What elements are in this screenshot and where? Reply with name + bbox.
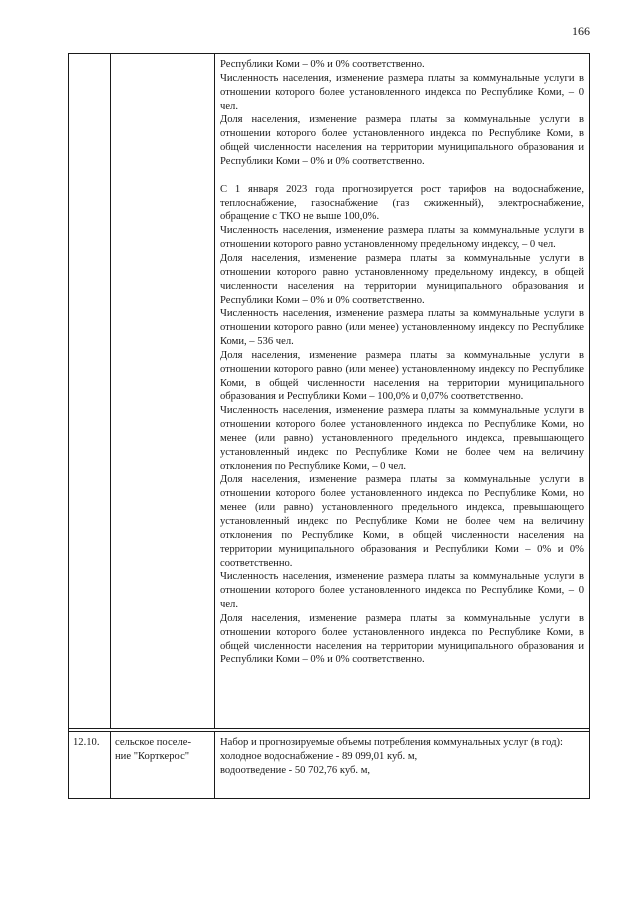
paragraph: Республики Коми – 0% и 0% соответственно. xyxy=(220,59,425,70)
paragraph: холодное водоснабжение - 89 099,01 куб. м, xyxy=(220,750,418,762)
paragraph: Численность населения, изменение размера платы за коммунальные услуги в отношении которого более установленного индекса по Республике Коми, но менее (или равно) установленного предельного индекса, превышающего установленный индекс по Республике Коми не более чем на величину отклонения по Республике Коми, – 0 чел. xyxy=(220,405,584,472)
document-table xyxy=(68,53,590,799)
paragraph: Численность населения, изменение размера платы за коммунальные услуги в отношении которого более установленного индекса по Республике Коми, – 0 чел. xyxy=(220,72,584,112)
row-number-cell: 12.10. xyxy=(69,732,111,799)
paragraph: Численность населения, изменение размера платы за коммунальные услуги в отношении которого более установленного индекса по Республике Коми, – 0 чел. xyxy=(220,571,584,611)
paragraph: Численность населения, изменение размера платы за коммунальные услуги в отношении которого равно установленному предельному индексу, – 0 чел. xyxy=(220,225,584,251)
page-number: 166 xyxy=(572,24,590,38)
paragraph: С 1 января 2023 года прогнозируется рост тарифов на водоснабжение, теплоснабжение, газоснабжение (газ сжиженный), электроснабжение, обращение с ТКО не выше 100,0%. xyxy=(220,183,584,223)
paragraph-gap xyxy=(220,169,584,183)
paragraph: Доля населения, изменение размера платы за коммунальные услуги в отношении которого равно (или менее) установленному индексу по Республике Коми, в общей численности населения на территории муниципального образования и Республики Коми – 100,0% и 0,07% соответственно. xyxy=(220,349,584,403)
paragraph: Набор и прогнозируемые объемы потребления коммунальных услуг (в год): xyxy=(220,737,563,748)
row-text-cell xyxy=(215,54,590,729)
paragraph: Доля населения, изменение размера платы за коммунальные услуги в отношении которого равно установленному предельному индексу, в общей численности населения на территории муниципального образования и Республики Коми – 0% и 0% соответственно. xyxy=(220,252,584,306)
settlement-name-line: ние "Корткерос" xyxy=(115,750,190,762)
paragraph: Доля населения, изменение размера платы за коммунальные услуги в отношении которого более установленного индекса по Республике Коми, в общей численности населения на территории муниципального образования и Республики Коми – 0% и 0% соответственно. xyxy=(220,612,584,666)
row-name-cell xyxy=(111,54,215,729)
table-row xyxy=(69,732,590,799)
row-text-cell xyxy=(215,732,590,799)
paragraph: Доля населения, изменение размера платы за коммунальные услуги в отношении которого более установленного индекса по Республике Коми, но менее (или равно) установленного предельного индекса, превышающего установленный индекс по Республике Коми не более чем на величину отклонения по Республике Коми, в общей численности населения на территории муниципального образования и Республики Коми – 0% и 0% соответственно. xyxy=(220,474,584,569)
row-number-cell xyxy=(69,54,111,729)
row-name-cell xyxy=(111,732,215,799)
paragraph: водоотведение - 50 702,76 куб. м, xyxy=(220,764,371,776)
paragraph: Численность населения, изменение размера платы за коммунальные услуги в отношении которого равно (или менее) установленному индексу по Республике Коми, – 536 чел. xyxy=(220,308,584,348)
settlement-name-line: сельское поселе- xyxy=(115,737,192,748)
table-row xyxy=(69,54,590,729)
paragraph: Доля населения, изменение размера платы за коммунальные услуги в отношении которого более установленного индекса по Республике Коми, в общей численности населения на территории муниципального образования и Республики Коми – 0% и 0% соответственно. xyxy=(220,114,584,167)
